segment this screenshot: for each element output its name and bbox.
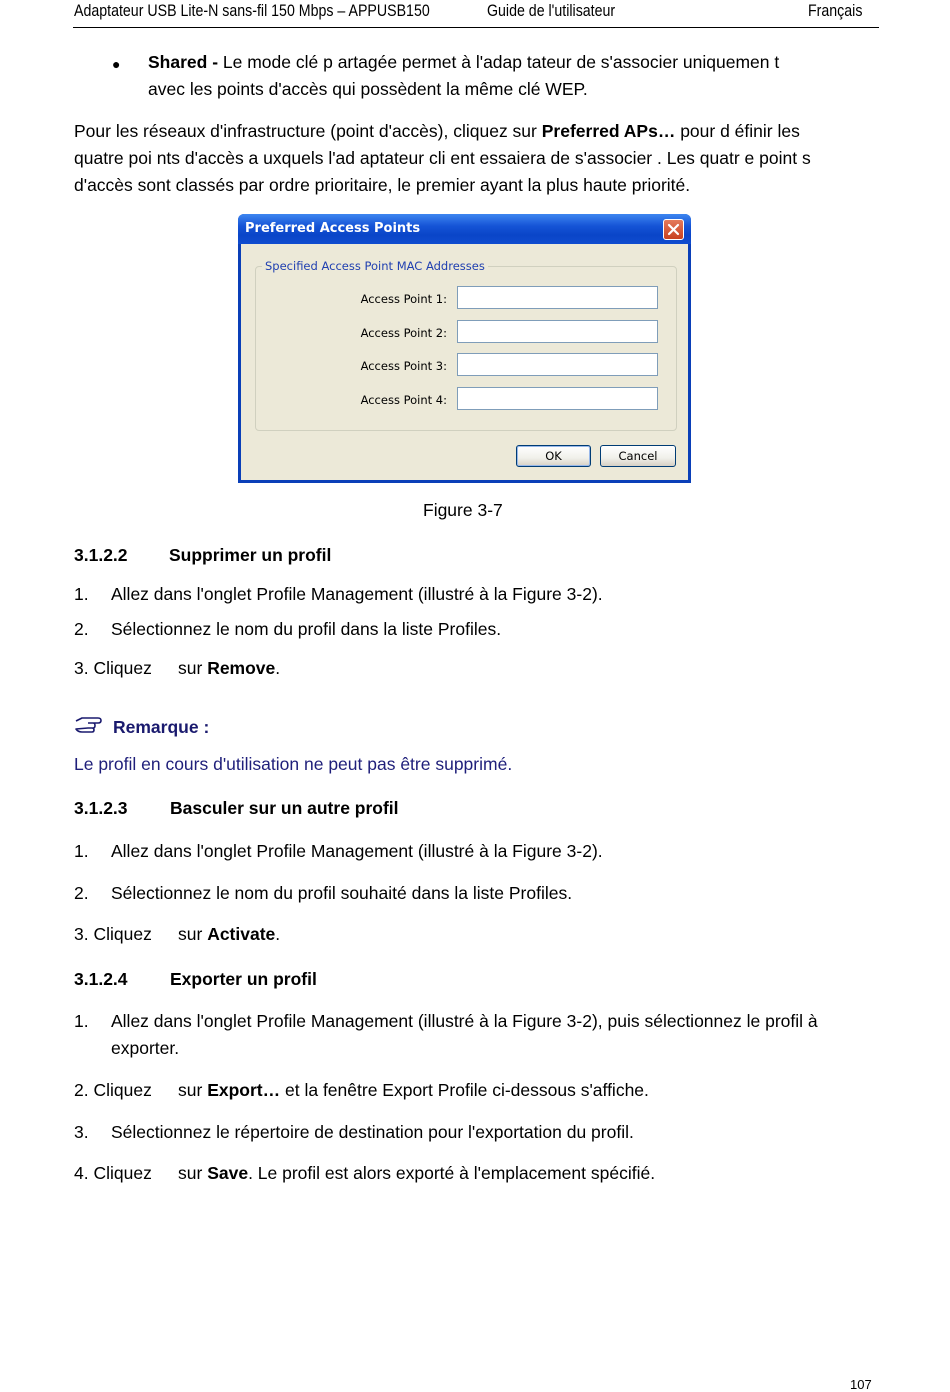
ap3-input[interactable] [457, 353, 658, 376]
step-text: Allez dans l'onglet Profile Management (illustré à la Figure 3-2). [111, 841, 603, 861]
section-title-1: Supprimer un profil [169, 545, 332, 565]
activate-term: Activate [207, 924, 276, 944]
pointing-hand-icon [74, 713, 104, 740]
step-number: 2. [74, 883, 89, 903]
step-number: 1. [74, 841, 89, 861]
header-language: Français [808, 2, 863, 20]
step-text: Allez dans l'onglet Profile Management (illustré à la Figure 3-2). [111, 584, 603, 604]
section-number-1: 3.1.2.2 [74, 545, 128, 565]
step-text: Sélectionnez le nom du profil souhaité dans la liste Profiles. [111, 883, 573, 903]
bullet-text-1: Le mode clé p artagée permet à l'adap tateur de s'associer uniquemen t [222, 52, 780, 72]
page-number: 107 [850, 1377, 872, 1392]
step-text: 3. Cliquez [74, 924, 152, 944]
cancel-button[interactable]: Cancel [600, 445, 676, 467]
bullet-line-1 [148, 49, 779, 76]
step-text: Allez dans l'onglet Profile Management (illustré à la Figure 3-2), puis sélectionnez le profil à [111, 1011, 818, 1031]
group-label: Specified Access Point MAC Addresses [262, 259, 488, 273]
ap3-label: Access Point 3: [360, 359, 447, 373]
step-text: 3. Cliquez [74, 658, 152, 678]
section-number-2: 3.1.2.3 [74, 798, 128, 818]
para-line-2: quatre poi nts d'accès a uxquels l'ad aptateur cli ent essaiera de s'associer . Les quatr e point s [74, 148, 811, 168]
step-tail: et la fenêtre Export Profile ci-dessous s'affiche. [285, 1080, 649, 1100]
ap1-input[interactable] [457, 286, 658, 309]
close-icon[interactable] [663, 219, 684, 240]
para-line-1 [74, 118, 800, 145]
step-number: 3. [74, 1122, 89, 1142]
header-rule [73, 27, 879, 28]
figure-caption: Figure 3-7 [423, 500, 503, 520]
step-number: 1. [74, 584, 89, 604]
bullet-sep: - [212, 52, 219, 72]
dialog-title: Preferred Access Points [245, 221, 421, 236]
step-3-line [178, 921, 280, 948]
step-2-line [178, 1077, 649, 1104]
step-sur: sur [178, 1080, 203, 1100]
section-title-2: Basculer sur un autre profil [170, 798, 399, 818]
step-4-line [178, 1160, 655, 1187]
section-number-3: 3.1.2.4 [74, 969, 128, 989]
step-text: Sélectionnez le nom du profil dans la liste Profiles. [111, 619, 502, 639]
header-product: Adaptateur USB Lite-N sans-fil 150 Mbps – APPUSB150 [74, 2, 430, 20]
ok-button[interactable]: OK [516, 445, 591, 467]
para-text-1: Pour les réseaux d'infrastructure (point d'accès), cliquez sur [74, 121, 537, 141]
ap1-label: Access Point 1: [360, 292, 447, 306]
remove-term: Remove [207, 658, 276, 678]
ap4-label: Access Point 4: [360, 393, 447, 407]
step-sur: sur [178, 1163, 203, 1183]
bullet-dot: ● [112, 56, 121, 72]
bullet-term: Shared [148, 52, 208, 72]
ap4-input[interactable] [457, 387, 658, 410]
step-text: Sélectionnez le répertoire de destination pour l'exportation du profil. [111, 1122, 634, 1142]
preferred-aps-term: Preferred APs… [541, 121, 676, 141]
para-text-1-post: pour d éfinir les [680, 121, 800, 141]
step-text: 2. Cliquez [74, 1080, 152, 1100]
step-sur: sur [178, 658, 203, 678]
dialog-titlebar [238, 214, 691, 244]
step-punct: . [275, 658, 281, 678]
para-line-3: d'accès sont classés par ordre prioritaire, le premier ayant la plus haute priorité. [74, 175, 691, 195]
section-title-3: Exporter un profil [170, 969, 317, 989]
note-title: Remarque : [113, 717, 210, 737]
bullet-line-2: avec les points d'accès qui possèdent la même clé WEP. [148, 79, 588, 99]
step-text: 4. Cliquez [74, 1163, 152, 1183]
ap2-input[interactable] [457, 320, 658, 343]
step-text: exporter. [111, 1038, 180, 1058]
step-tail: . Le profil est alors exporté à l'emplacement spécifié. [248, 1163, 656, 1183]
step-punct: . [275, 924, 281, 944]
ap2-label: Access Point 2: [360, 326, 447, 340]
header-guide: Guide de l'utilisateur [487, 2, 616, 20]
step-number: 1. [74, 1011, 89, 1031]
step-sur: sur [178, 924, 203, 944]
step-3-line [178, 655, 280, 682]
export-term: Export… [207, 1080, 281, 1100]
step-number: 2. [74, 619, 89, 639]
note-text: Le profil en cours d'utilisation ne peut pas être supprimé. [74, 754, 513, 774]
save-term: Save [207, 1163, 249, 1183]
